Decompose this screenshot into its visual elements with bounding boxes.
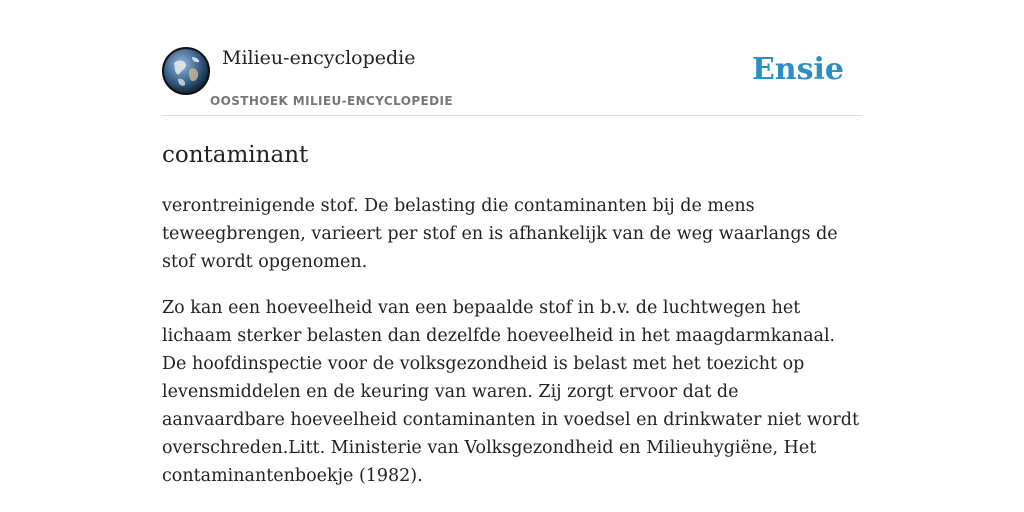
brand-logo[interactable]: Ensie (751, 52, 844, 87)
site-name[interactable]: Milieu-encyclopedie (222, 47, 416, 69)
article-paragraph: verontreinigende stof. De belasting die contaminanten bij de mens teweegbrengen, varieert per stof en is afhankelijk van de weg waarlangs de stof wordt opgenomen. (162, 196, 838, 272)
article-body (162, 192, 862, 508)
site-header (162, 0, 862, 116)
article-paragraph: Zo kan een hoeveelheid van een bepaalde stof in b.v. de luchtwegen het lichaam sterker belasten dan dezelfde hoeveelheid in het maagdarmkanaal. De hoofdinspectie voor de volksgezondheid is belast met het toezicht op levensmiddelen en de keuring van waren. Zij zorgt ervoor dat de aanvaardbare hoeveelheid contaminanten in voedsel en drinkwater niet wordt overschreden.Litt. Ministerie van Volksgezondheid en Milieuhygiëne, Het contaminantenboekje (1982). (162, 298, 859, 486)
page-container (162, 0, 862, 486)
page-title: contaminant (162, 142, 309, 168)
earth-globe-icon[interactable] (162, 47, 210, 95)
site-subtitle[interactable]: OOSTHOEK MILIEU-ENCYCLOPEDIE (210, 94, 453, 108)
